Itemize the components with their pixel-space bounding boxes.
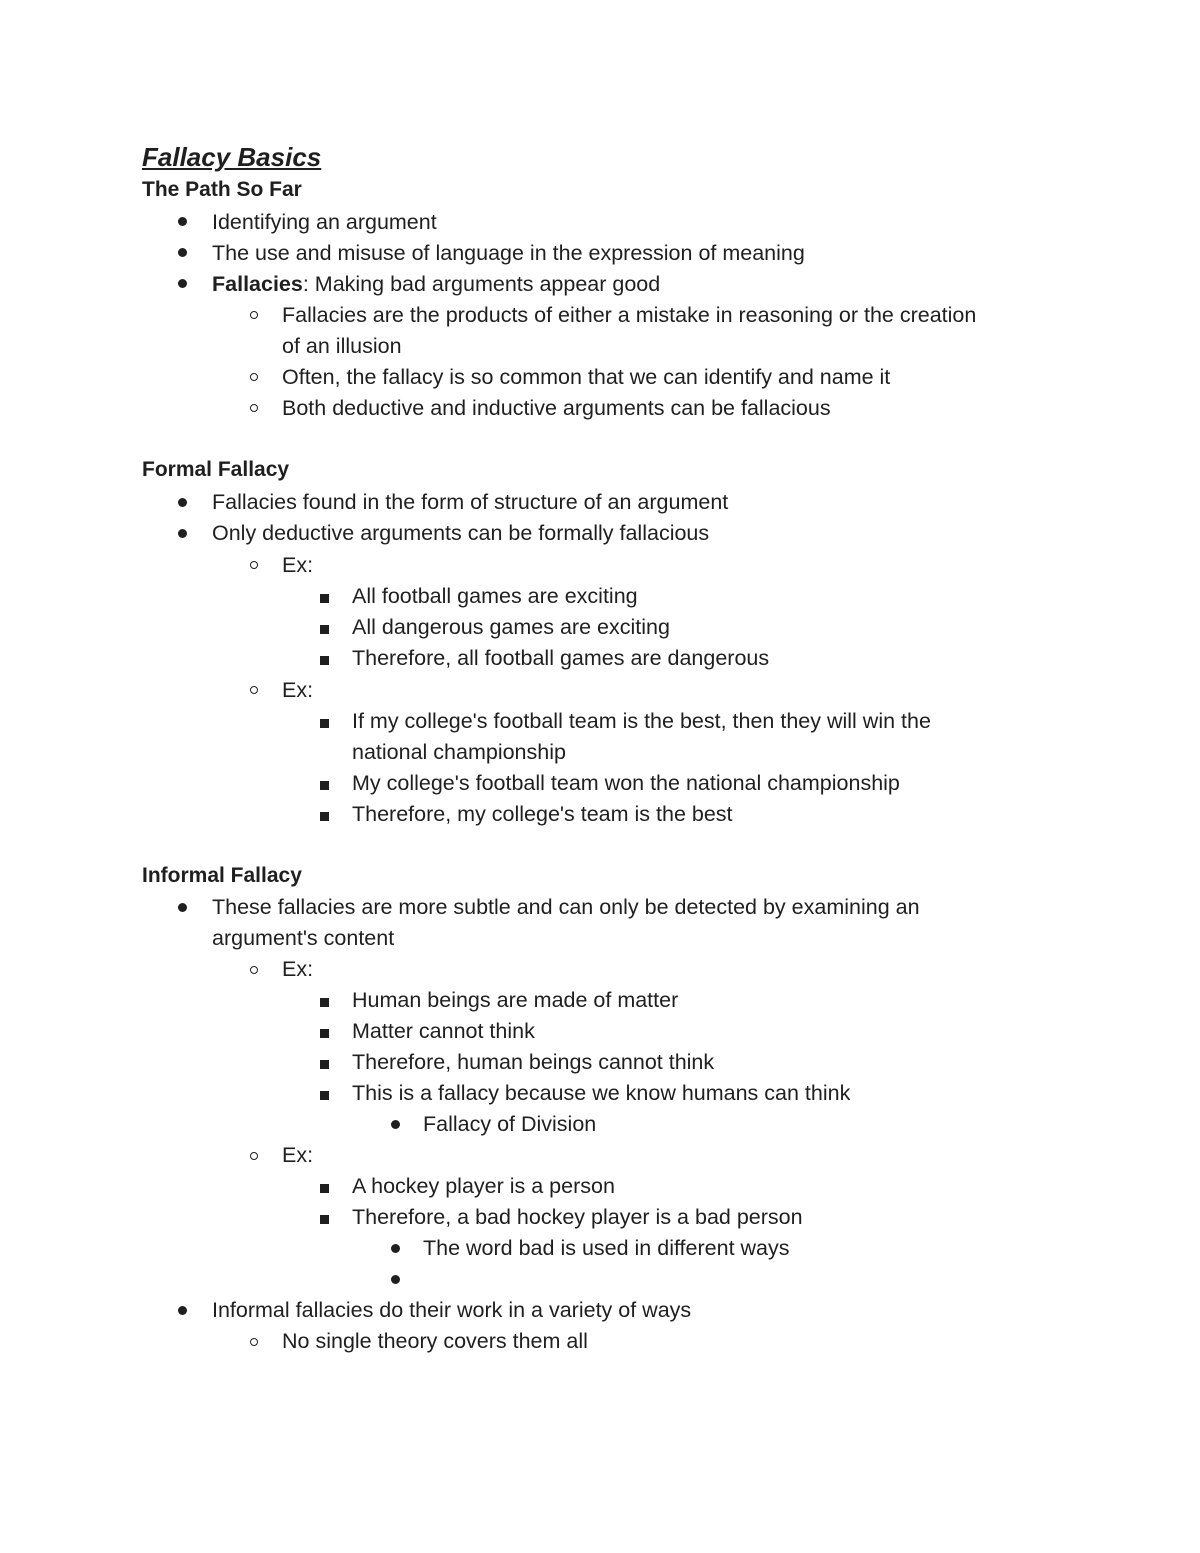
bullet-circle-icon <box>250 686 258 694</box>
list-item: This is a fallacy because we know humans can think <box>352 1081 851 1105</box>
bullet-disc-icon <box>391 1120 400 1129</box>
list-item: Therefore, my college's team is the best <box>352 802 733 826</box>
list-item: Therefore, a bad hockey player is a bad person <box>352 1205 803 1229</box>
term-definition: : Making bad arguments appear good <box>302 272 661 296</box>
list-item-continuation: of an illusion <box>282 334 402 358</box>
list-item: Human beings are made of matter <box>352 988 679 1012</box>
bullet-square-icon <box>320 719 329 728</box>
list-item: Often, the fallacy is so common that we can identify and name it <box>282 365 891 389</box>
bullet-square-icon <box>320 1184 329 1193</box>
bullet-square-icon <box>320 625 329 634</box>
list-item: Matter cannot think <box>352 1019 535 1043</box>
list-item: Ex: <box>282 553 314 577</box>
page-title: Fallacy Basics <box>142 142 322 172</box>
list-item: Both deductive and inductive arguments can be fallacious <box>282 396 831 420</box>
list-item: Therefore, all football games are dangerous <box>352 646 770 670</box>
bullet-disc-icon <box>178 217 187 226</box>
list-item: My college's football team won the national championship <box>352 771 900 795</box>
section-heading-formal: Formal Fallacy <box>142 458 290 481</box>
bullet-square-icon <box>320 812 329 821</box>
list-item <box>212 270 660 298</box>
section-heading-informal: Informal Fallacy <box>142 864 302 887</box>
list-item-continuation: national championship <box>352 740 566 764</box>
list-item: A hockey player is a person <box>352 1174 615 1198</box>
bullet-disc-icon <box>178 529 187 538</box>
list-item: Fallacies found in the form of structure of an argument <box>212 490 729 514</box>
bullet-disc-icon <box>178 903 187 912</box>
bullet-square-icon <box>320 1215 329 1224</box>
bullet-circle-icon <box>250 966 258 974</box>
list-item: Ex: <box>282 957 314 981</box>
bullet-disc-icon <box>391 1244 400 1253</box>
list-item: The word bad is used in different ways <box>423 1236 790 1260</box>
bullet-circle-icon <box>250 561 258 569</box>
list-item: All football games are exciting <box>352 584 638 608</box>
bullet-square-icon <box>320 781 329 790</box>
term-fallacies: Fallacies <box>212 272 303 296</box>
list-item-continuation: argument's content <box>212 926 395 950</box>
bullet-square-icon <box>320 998 329 1007</box>
bullet-square-icon <box>320 1091 329 1100</box>
bullet-square-icon <box>320 594 329 603</box>
list-item: The use and misuse of language in the expression of meaning <box>212 241 805 265</box>
bullet-disc-icon <box>178 279 187 288</box>
bullet-square-icon <box>320 656 329 665</box>
list-item: Fallacies are the products of either a mistake in reasoning or the creation <box>282 303 977 327</box>
bullet-disc-icon <box>178 498 187 507</box>
list-item: Identifying an argument <box>212 210 437 234</box>
bullet-circle-icon <box>250 404 258 412</box>
list-item: If my college's football team is the best, then they will win the <box>352 709 931 733</box>
bullet-disc-icon <box>178 1306 187 1315</box>
bullet-square-icon <box>320 1060 329 1069</box>
bullet-circle-icon <box>250 373 258 381</box>
list-item: Only deductive arguments can be formally fallacious <box>212 521 710 545</box>
bullet-circle-icon <box>250 1338 258 1346</box>
bullet-square-icon <box>320 1029 329 1038</box>
section-heading-path: The Path So Far <box>142 178 302 201</box>
list-item: Therefore, human beings cannot think <box>352 1050 715 1074</box>
bullet-circle-icon <box>250 311 258 319</box>
list-item: Fallacy of Division <box>423 1112 597 1136</box>
bullet-disc-icon <box>391 1275 400 1284</box>
list-item: These fallacies are more subtle and can only be detected by examining an <box>212 895 920 919</box>
list-item: Informal fallacies do their work in a variety of ways <box>212 1298 692 1322</box>
bullet-disc-icon <box>178 248 187 257</box>
bullet-circle-icon <box>250 1152 258 1160</box>
list-item: Ex: <box>282 678 314 702</box>
list-item: Ex: <box>282 1143 314 1167</box>
list-item: No single theory covers them all <box>282 1329 588 1353</box>
list-item: All dangerous games are exciting <box>352 615 670 639</box>
